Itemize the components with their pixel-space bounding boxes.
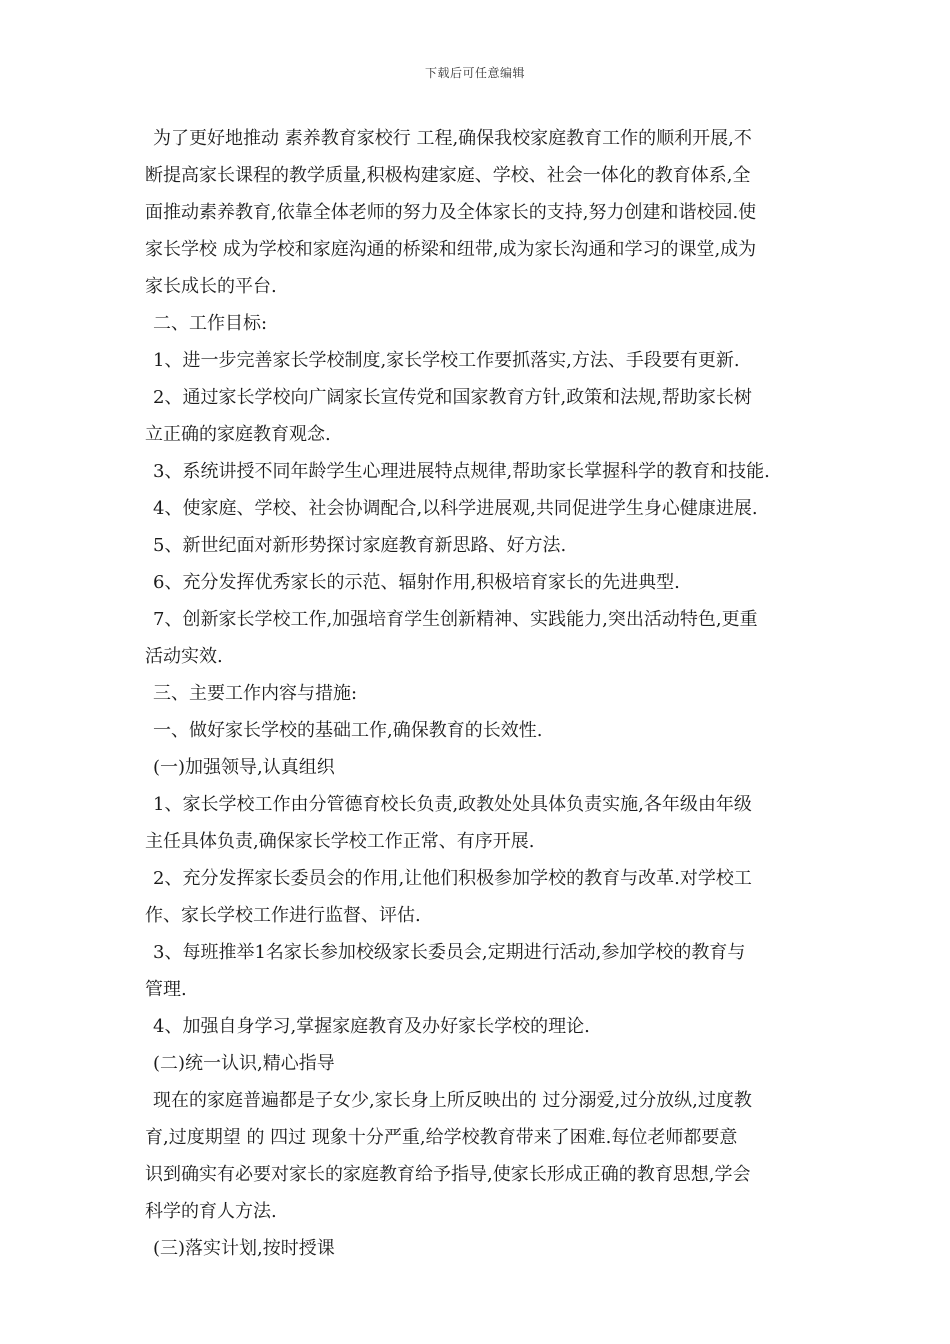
document-line: 3、每班推举1名家长参加校级家长委员会,定期进行活动,参加学校的教育与 [153, 942, 746, 963]
document-line: 1、进一步完善家长学校制度,家长学校工作要抓落实,方法、手段要有更新. [153, 350, 740, 371]
document-line: 活动实效. [145, 646, 223, 667]
document-line: 一、做好家长学校的基础工作,确保教育的长效性. [153, 720, 543, 741]
document-line: 主任具体负责,确保家长学校工作正常、有序开展. [145, 831, 535, 852]
document-line: 4、使家庭、学校、社会协调配合,以科学进展观,共同促进学生身心健康进展. [153, 498, 758, 519]
document-line: 现在的家庭普遍都是子女少,家长身上所反映出的 过分溺爱,过分放纵,过度教 [153, 1090, 752, 1111]
document-line: 管理. [145, 979, 187, 1000]
document-line: 3、系统讲授不同年龄学生心理进展特点规律,帮助家长掌握科学的教育和技能. [153, 461, 770, 482]
document-line: 为了更好地推动 素养教育家校行 工程,确保我校家庭教育工作的顺利开展,不 [153, 128, 752, 149]
document-line: 2、充分发挥家长委员会的作用,让他们积极参加学校的教育与改革.对学校工 [153, 868, 752, 889]
document-line: 4、加强自身学习,掌握家庭教育及办好家长学校的理论. [153, 1016, 590, 1037]
document-line: 7、创新家长学校工作,加强培育学生创新精神、实践能力,突出活动特色,更重 [153, 609, 758, 630]
page-header-note: 下载后可任意编辑 [424, 66, 525, 80]
document-line: 家长学校 成为学校和家庭沟通的桥梁和纽带,成为家长沟通和学习的课堂,成为 [145, 239, 757, 260]
document-line: (二)统一认识,精心指导 [153, 1053, 335, 1074]
document-line: 家长成长的平台. [145, 276, 277, 297]
document-body [145, 120, 817, 1267]
document-line: 二、工作目标: [153, 313, 268, 334]
document-line: 作、家长学校工作进行监督、评估. [145, 905, 421, 926]
document-line: 断提高家长课程的教学质量,积极构建家庭、学校、社会一体化的教育体系,全 [145, 165, 751, 186]
document-line: 6、充分发挥优秀家长的示范、辐射作用,积极培育家长的先进典型. [153, 572, 680, 593]
document-line: 5、新世纪面对新形势探讨家庭教育新思路、好方法. [153, 535, 567, 556]
document-line: 育,过度期望 的 四过 现象十分严重,给学校教育带来了困难.每位老师都要意 [145, 1127, 738, 1148]
document-line: 科学的育人方法. [145, 1201, 277, 1222]
document-line: 三、主要工作内容与措施: [153, 683, 358, 704]
document-line: 2、通过家长学校向广阔家长宣传党和国家教育方针,政策和法规,帮助家长树 [153, 387, 752, 408]
document-line: 立正确的家庭教育观念. [145, 424, 331, 445]
document-line: (一)加强领导,认真组织 [153, 757, 335, 778]
document-line: 面推动素养教育,依靠全体老师的努力及全体家长的支持,努力创建和谐校园.使 [145, 202, 757, 223]
document-line: 1、家长学校工作由分管德育校长负责,政教处处具体负责实施,各年级由年级 [153, 794, 752, 815]
document-line: 识到确实有必要对家长的家庭教育给予指导,使家长形成正确的教育思想,学会 [145, 1164, 751, 1185]
document-line: (三)落实计划,按时授课 [153, 1238, 335, 1259]
